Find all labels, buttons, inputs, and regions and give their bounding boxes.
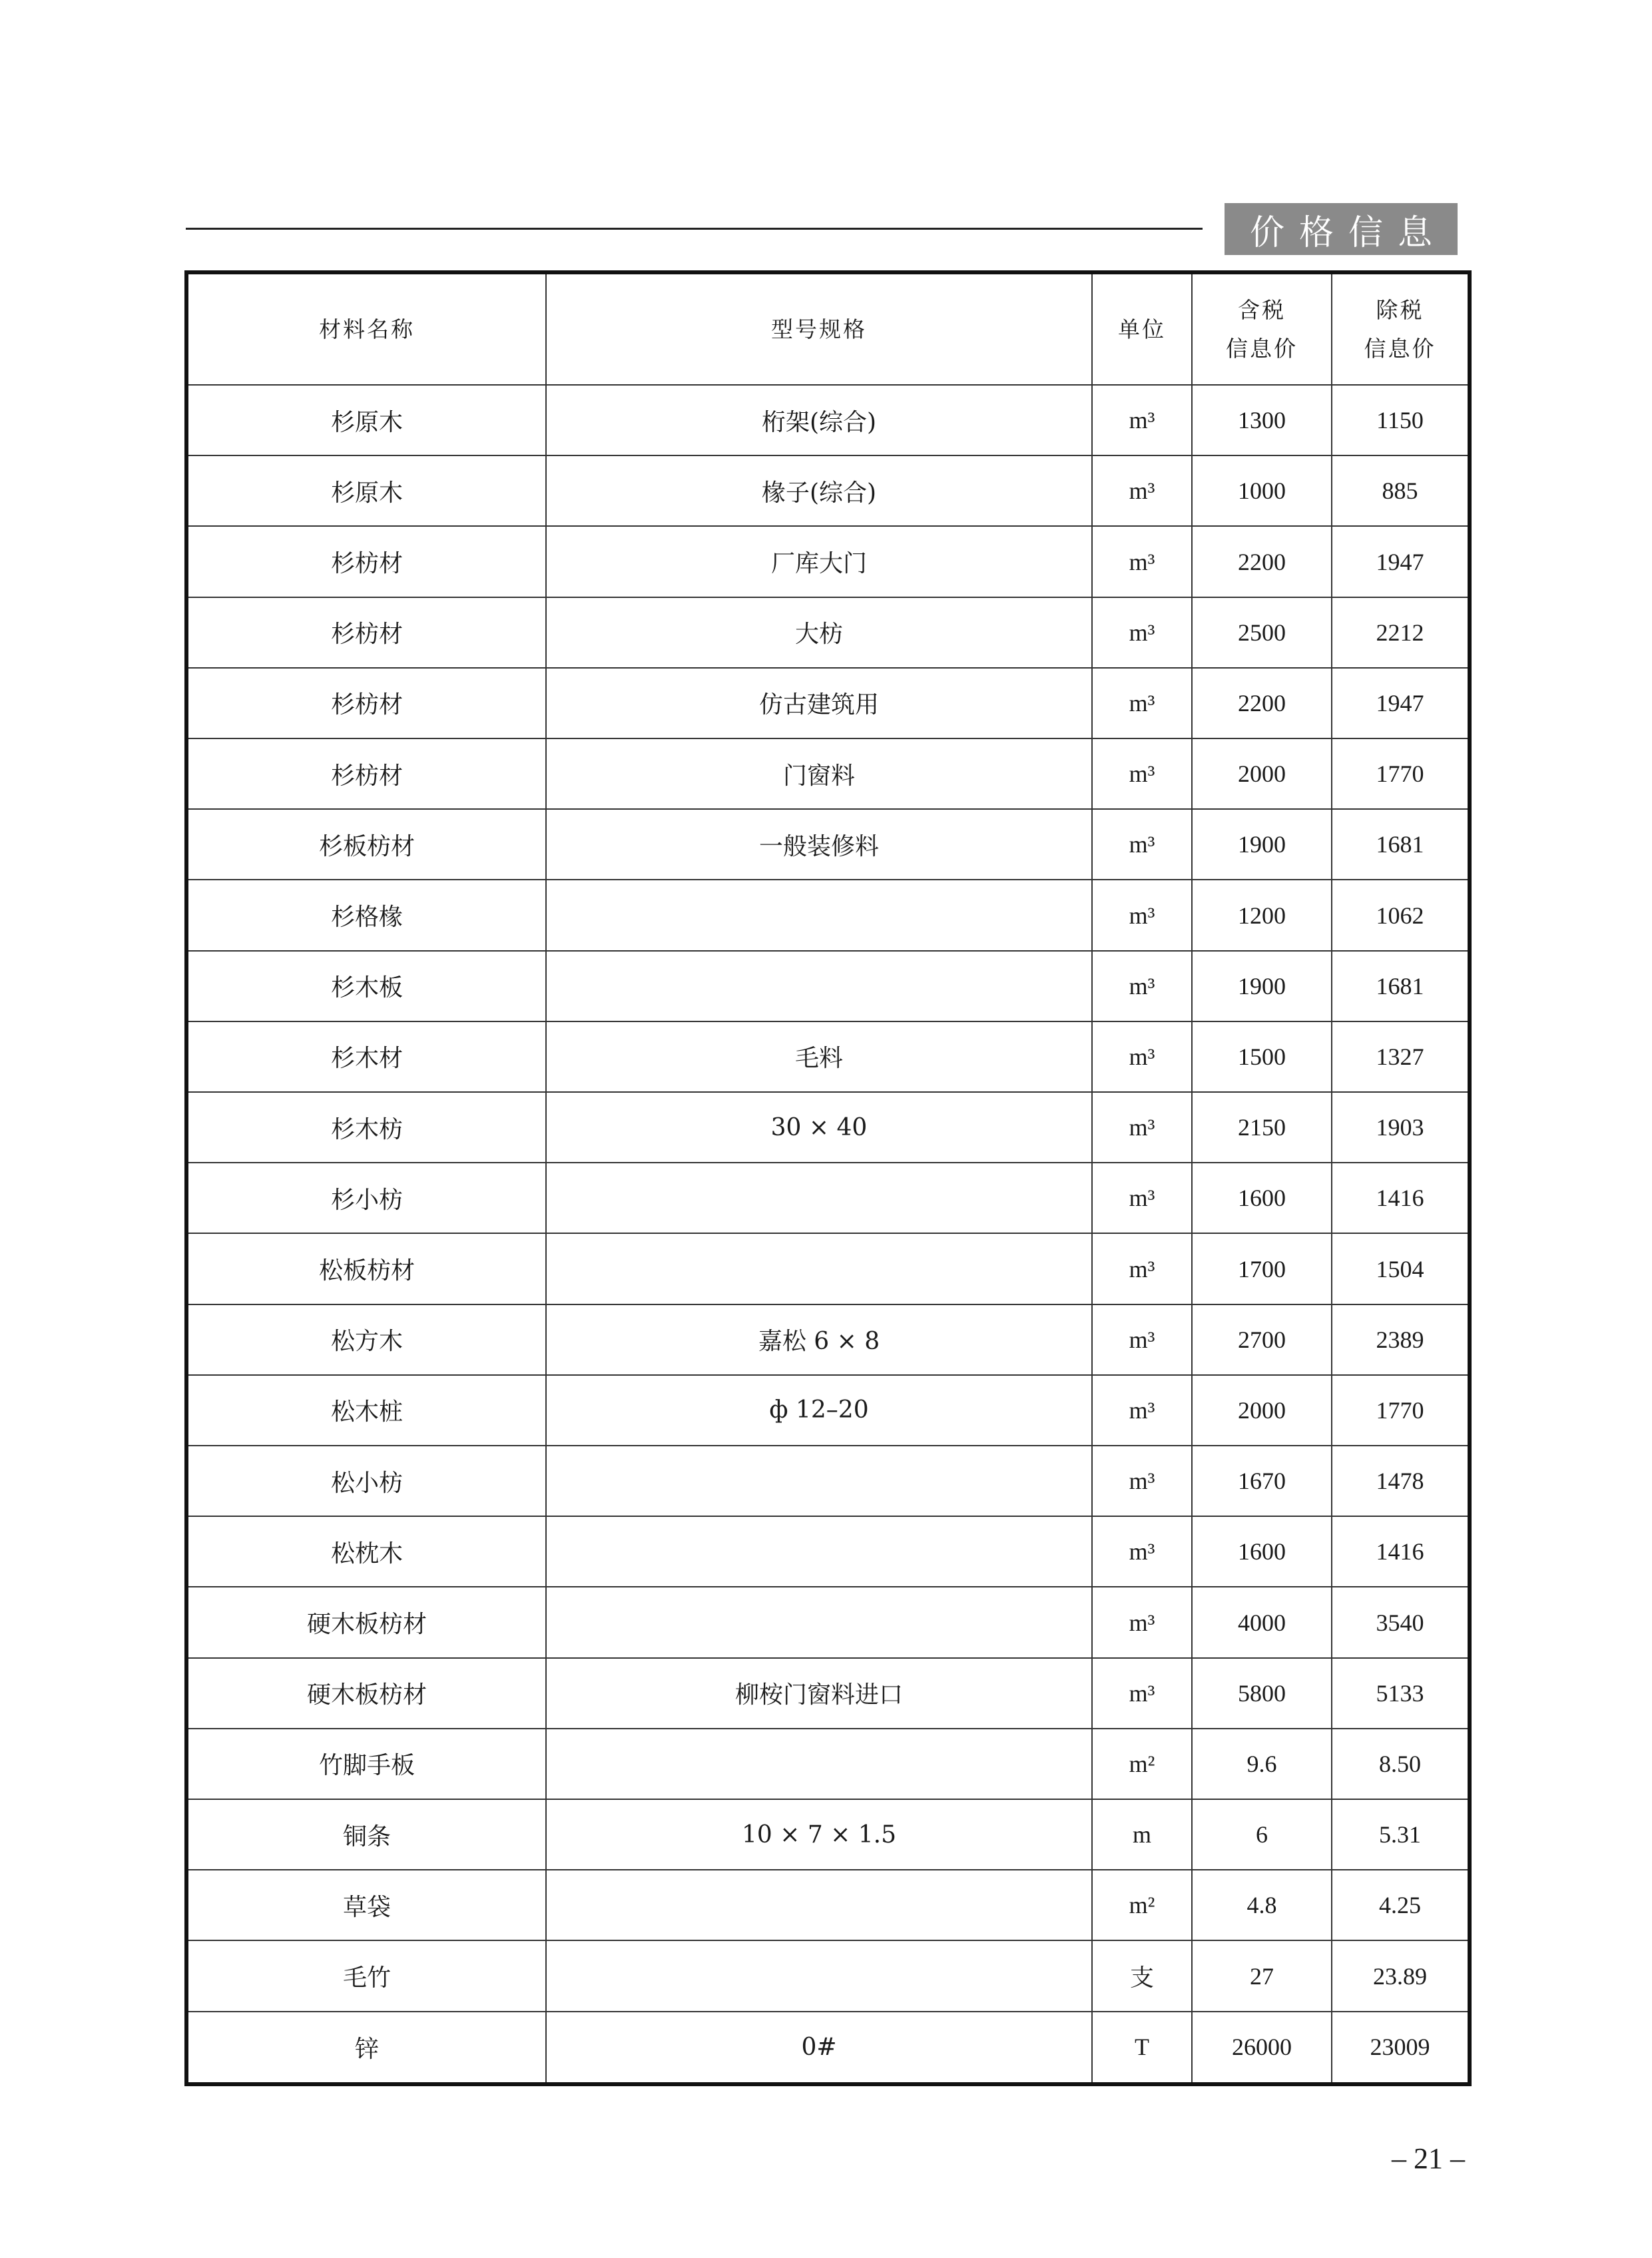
cell-spec: [546, 1446, 1092, 1516]
cell-spec: 毛料: [546, 1021, 1092, 1092]
cell-spec: 0#: [546, 2012, 1092, 2082]
cell-tax-included-price: 1600: [1192, 1516, 1332, 1587]
cell-material-name: 杉小枋: [188, 1163, 546, 1233]
table-row: [188, 1799, 1468, 1870]
cell-spec: 嘉松 6 × 8: [546, 1304, 1092, 1375]
cell-material-name: 铜条: [188, 1799, 546, 1870]
cell-material-name: 硬木板枋材: [188, 1658, 546, 1729]
header-tax-included-price: [1192, 274, 1332, 385]
cell-material-name: 锌: [188, 2012, 546, 2082]
cell-tax-included-price: 2150: [1192, 1092, 1332, 1163]
cell-material-name: 杉原木: [188, 455, 546, 526]
cell-spec: 柳桉门窗料进口: [546, 1658, 1092, 1729]
table-row: [188, 809, 1468, 880]
cell-spec: 仿古建筑用: [546, 668, 1092, 738]
cell-unit: m³: [1092, 1304, 1192, 1375]
cell-tax-excluded-price: 1504: [1332, 1233, 1468, 1304]
cell-tax-excluded-price: 1150: [1332, 385, 1468, 455]
header-tax-included-line2: 信息价: [1226, 335, 1298, 362]
header-tax-included-line1: 含税: [1238, 296, 1286, 323]
cell-unit: m³: [1092, 1021, 1192, 1092]
cell-tax-excluded-price: 5.31: [1332, 1799, 1468, 1870]
table-row: [188, 1092, 1468, 1163]
cell-tax-included-price: 2500: [1192, 597, 1332, 668]
table-row: [188, 455, 1468, 526]
cell-tax-included-price: 1000: [1192, 455, 1332, 526]
cell-unit: m²: [1092, 1729, 1192, 1799]
cell-unit: m³: [1092, 1446, 1192, 1516]
cell-spec: 桁架(综合): [546, 385, 1092, 455]
cell-tax-excluded-price: 1416: [1332, 1163, 1468, 1233]
cell-tax-included-price: 1900: [1192, 809, 1332, 880]
cell-tax-excluded-price: 1681: [1332, 951, 1468, 1021]
cell-tax-included-price: 2000: [1192, 738, 1332, 809]
cell-unit: m³: [1092, 526, 1192, 597]
table-row: [188, 1516, 1468, 1587]
table-row: [188, 1163, 1468, 1233]
table-row: [188, 597, 1468, 668]
cell-material-name: 杉原木: [188, 385, 546, 455]
cell-tax-included-price: 4000: [1192, 1587, 1332, 1657]
cell-material-name: 杉木材: [188, 1021, 546, 1092]
cell-tax-excluded-price: 1416: [1332, 1516, 1468, 1587]
cell-tax-excluded-price: 1062: [1332, 880, 1468, 950]
cell-material-name: 硬木板枋材: [188, 1587, 546, 1657]
cell-tax-included-price: 27: [1192, 1940, 1332, 2011]
cell-tax-excluded-price: 885: [1332, 455, 1468, 526]
cell-material-name: 松枕木: [188, 1516, 546, 1587]
cell-material-name: 松木桩: [188, 1375, 546, 1446]
cell-unit: m³: [1092, 809, 1192, 880]
cell-unit: 支: [1092, 1940, 1192, 2011]
table-header-row: [188, 274, 1468, 385]
cell-unit: m³: [1092, 1516, 1192, 1587]
cell-material-name: 松板枋材: [188, 1233, 546, 1304]
cell-tax-included-price: 2200: [1192, 668, 1332, 738]
cell-spec: 30 × 40: [546, 1092, 1092, 1163]
cell-unit: m²: [1092, 1870, 1192, 1940]
table-row: [188, 1940, 1468, 2011]
cell-tax-included-price: 4.8: [1192, 1870, 1332, 1940]
cell-material-name: 杉格椽: [188, 880, 546, 950]
cell-unit: m³: [1092, 1587, 1192, 1657]
header-material-name: 材料名称: [188, 274, 546, 385]
cell-unit: m³: [1092, 1092, 1192, 1163]
cell-spec: [546, 1587, 1092, 1657]
cell-unit: m³: [1092, 1375, 1192, 1446]
cell-spec: 门窗料: [546, 738, 1092, 809]
price-table-frame: [184, 270, 1472, 2086]
cell-tax-included-price: 1600: [1192, 1163, 1332, 1233]
cell-spec: 厂库大门: [546, 526, 1092, 597]
cell-unit: m³: [1092, 455, 1192, 526]
cell-tax-excluded-price: 4.25: [1332, 1870, 1468, 1940]
cell-tax-included-price: 9.6: [1192, 1729, 1332, 1799]
cell-spec: ф 12–20: [546, 1375, 1092, 1446]
table-row: [188, 1587, 1468, 1657]
page-number: – 21 –: [1392, 2142, 1465, 2175]
table-body: [188, 385, 1468, 2082]
cell-unit: m³: [1092, 597, 1192, 668]
cell-tax-excluded-price: 23009: [1332, 2012, 1468, 2082]
cell-spec: [546, 1163, 1092, 1233]
table-row: [188, 2012, 1468, 2082]
cell-tax-excluded-price: 1903: [1332, 1092, 1468, 1163]
table-row: [188, 1729, 1468, 1799]
cell-tax-included-price: 2000: [1192, 1375, 1332, 1446]
cell-spec: [546, 1940, 1092, 2011]
cell-unit: m³: [1092, 738, 1192, 809]
cell-tax-excluded-price: 1681: [1332, 809, 1468, 880]
cell-tax-excluded-price: 2212: [1332, 597, 1468, 668]
header-tax-excluded-line2: 信息价: [1364, 335, 1436, 362]
cell-tax-excluded-price: 1770: [1332, 1375, 1468, 1446]
cell-unit: m³: [1092, 668, 1192, 738]
cell-unit: m³: [1092, 951, 1192, 1021]
cell-material-name: 竹脚手板: [188, 1729, 546, 1799]
cell-spec: [546, 1729, 1092, 1799]
cell-tax-excluded-price: 3540: [1332, 1587, 1468, 1657]
table-row: [188, 1375, 1468, 1446]
cell-tax-excluded-price: 2389: [1332, 1304, 1468, 1375]
cell-tax-included-price: 26000: [1192, 2012, 1332, 2082]
cell-tax-included-price: 1500: [1192, 1021, 1332, 1092]
cell-spec: [546, 1870, 1092, 1940]
header-rule: [186, 228, 1203, 230]
cell-tax-included-price: 1300: [1192, 385, 1332, 455]
cell-tax-excluded-price: 5133: [1332, 1658, 1468, 1729]
cell-tax-included-price: 1200: [1192, 880, 1332, 950]
cell-spec: [546, 1233, 1092, 1304]
header-spec: 型号规格: [546, 274, 1092, 385]
header-tax-excluded-price: [1332, 274, 1468, 385]
cell-material-name: 毛竹: [188, 1940, 546, 2011]
table-row: [188, 951, 1468, 1021]
cell-material-name: 草袋: [188, 1870, 546, 1940]
cell-material-name: 杉枋材: [188, 668, 546, 738]
price-table: [188, 274, 1468, 2082]
cell-tax-included-price: 1900: [1192, 951, 1332, 1021]
section-title: 价格信息: [1225, 203, 1458, 255]
cell-tax-excluded-price: 23.89: [1332, 1940, 1468, 2011]
cell-unit: T: [1092, 2012, 1192, 2082]
cell-material-name: 松方木: [188, 1304, 546, 1375]
table-row: [188, 1233, 1468, 1304]
cell-tax-included-price: 2200: [1192, 526, 1332, 597]
cell-tax-included-price: 6: [1192, 1799, 1332, 1870]
cell-material-name: 杉枋材: [188, 597, 546, 668]
table-row: [188, 738, 1468, 809]
table-row: [188, 385, 1468, 455]
cell-tax-excluded-price: 1947: [1332, 526, 1468, 597]
cell-material-name: 杉板枋材: [188, 809, 546, 880]
cell-tax-excluded-price: 1327: [1332, 1021, 1468, 1092]
table-row: [188, 1304, 1468, 1375]
table-row: [188, 1658, 1468, 1729]
cell-spec: [546, 1516, 1092, 1587]
cell-tax-included-price: 1670: [1192, 1446, 1332, 1516]
cell-material-name: 杉枋材: [188, 526, 546, 597]
cell-tax-included-price: 5800: [1192, 1658, 1332, 1729]
table-row: [188, 880, 1468, 950]
cell-tax-excluded-price: 1947: [1332, 668, 1468, 738]
cell-unit: m³: [1092, 1233, 1192, 1304]
cell-spec: 一般装修料: [546, 809, 1092, 880]
cell-tax-excluded-price: 1770: [1332, 738, 1468, 809]
cell-tax-included-price: 1700: [1192, 1233, 1332, 1304]
cell-unit: m³: [1092, 1163, 1192, 1233]
cell-unit: m³: [1092, 1658, 1192, 1729]
cell-tax-excluded-price: 8.50: [1332, 1729, 1468, 1799]
header-tax-excluded-line1: 除税: [1376, 296, 1424, 323]
cell-unit: m³: [1092, 385, 1192, 455]
table-row: [188, 1446, 1468, 1516]
cell-unit: m³: [1092, 880, 1192, 950]
cell-tax-excluded-price: 1478: [1332, 1446, 1468, 1516]
cell-spec: 椽子(综合): [546, 455, 1092, 526]
cell-spec: 10 × 7 × 1.5: [546, 1799, 1092, 1870]
table-row: [188, 1870, 1468, 1940]
cell-tax-included-price: 2700: [1192, 1304, 1332, 1375]
cell-material-name: 松小枋: [188, 1446, 546, 1516]
table-row: [188, 1021, 1468, 1092]
header-unit: 单位: [1092, 274, 1192, 385]
cell-material-name: 杉木板: [188, 951, 546, 1021]
cell-spec: [546, 880, 1092, 950]
cell-material-name: 杉枋材: [188, 738, 546, 809]
table-row: [188, 526, 1468, 597]
cell-spec: [546, 951, 1092, 1021]
table-row: [188, 668, 1468, 738]
cell-material-name: 杉木枋: [188, 1092, 546, 1163]
cell-spec: 大枋: [546, 597, 1092, 668]
cell-unit: m: [1092, 1799, 1192, 1870]
